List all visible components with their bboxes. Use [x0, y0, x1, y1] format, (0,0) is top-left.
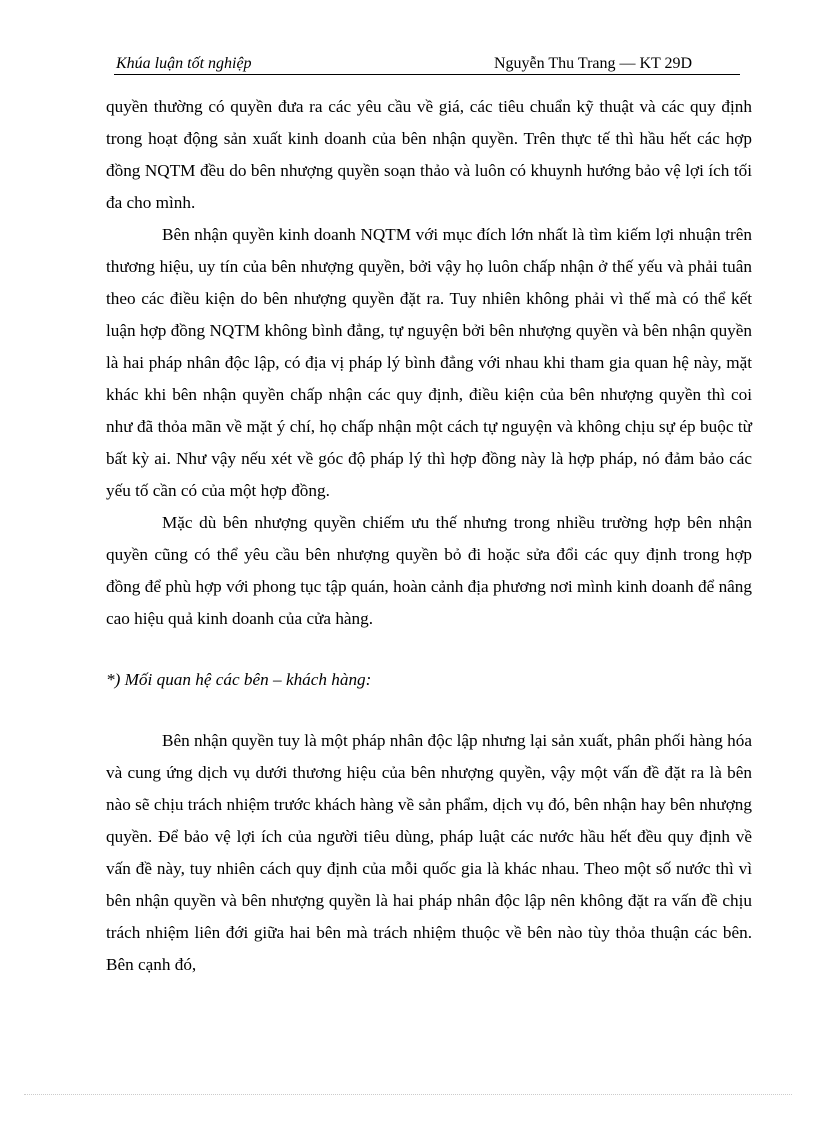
section-heading: *) Mối quan hệ các bên – khách hàng: — [106, 670, 372, 689]
header-thesis-title: Khúa luận tốt nghiệp — [116, 55, 252, 72]
document-body — [106, 91, 752, 981]
paragraph-3: Mặc dù bên nhượng quyền chiếm ưu thế nhưng trong nhiều trường hợp bên nhận quyền cũng có thể yêu cầu bên nhượng quyền bỏ đi hoặc sửa đổi các quy định trong hợp đồng để phù hợp với phong tục tập quán, hoàn cảnh địa phương nơi mình kinh doanh để nâng cao hiệu quả kinh doanh của cửa hàng. — [106, 513, 752, 628]
page-header — [114, 54, 740, 75]
page-bottom-border — [24, 1094, 792, 1095]
paragraph-1: quyền thường có quyền đưa ra các yêu cầu về giá, các tiêu chuẩn kỹ thuật và các quy định trong hoạt động sản xuất kinh doanh của bên nhận quyền. Trên thực tế thì hầu hết các hợp đồng NQTM đều do bên nhượng quyền soạn thảo và luôn có khuynh hướng bảo vệ lợi ích tối đa cho mình. — [106, 97, 752, 212]
header-author: Nguyễn Thu Trang — KT 29D — [494, 55, 693, 72]
paragraph-4: Bên nhận quyền tuy là một pháp nhân độc lập nhưng lại sản xuất, phân phối hàng hóa và cung ứng dịch vụ dưới thương hiệu của bên nhượng quyền, vậy một vấn đề đặt ra là bên nào sẽ chịu trách nhiệm trước khách hàng về sản phẩm, dịch vụ đó, bên nhận hay bên nhượng quyền. Để bảo vệ lợi ích của người tiêu dùng, pháp luật các nước hầu hết đều quy định về vấn đề này, tuy nhiên cách quy định của mỗi quốc gia là khác nhau. Theo một số nước thì vì bên nhận quyền và bên nhượng quyền là hai pháp nhân độc lập nên không đặt ra vấn đề chịu trách nhiệm liên đới giữa hai bên mà trách nhiệm thuộc về bên nào tùy thỏa thuận các bên. Bên cạnh đó, — [106, 731, 752, 974]
paragraph-2: Bên nhận quyền kinh doanh NQTM với mục đích lớn nhất là tìm kiếm lợi nhuận trên thương hiệu, uy tín của bên nhượng quyền, bởi vậy họ luôn chấp nhận ở thế yếu và phải tuân theo các điều kiện do bên nhượng quyền đặt ra. Tuy nhiên không phải vì thế mà có thể kết luận hợp đồng NQTM không bình đẳng, tự nguyện bởi bên nhượng quyền và bên nhận quyền là hai pháp nhân độc lập, có địa vị pháp lý bình đẳng với nhau khi tham gia quan hệ này, mặt khác khi bên nhận quyền chấp nhận các quy định, điều kiện của bên nhượng quyền thì coi như đã thỏa mãn về mặt ý chí, họ chấp nhận một cách tự nguyện và không chịu sự ép buộc từ bất kỳ ai. Như vậy nếu xét về góc độ pháp lý thì hợp đồng này là hợp pháp, nó đảm bảo các yếu tố cần có của một hợp đồng. — [106, 225, 752, 500]
